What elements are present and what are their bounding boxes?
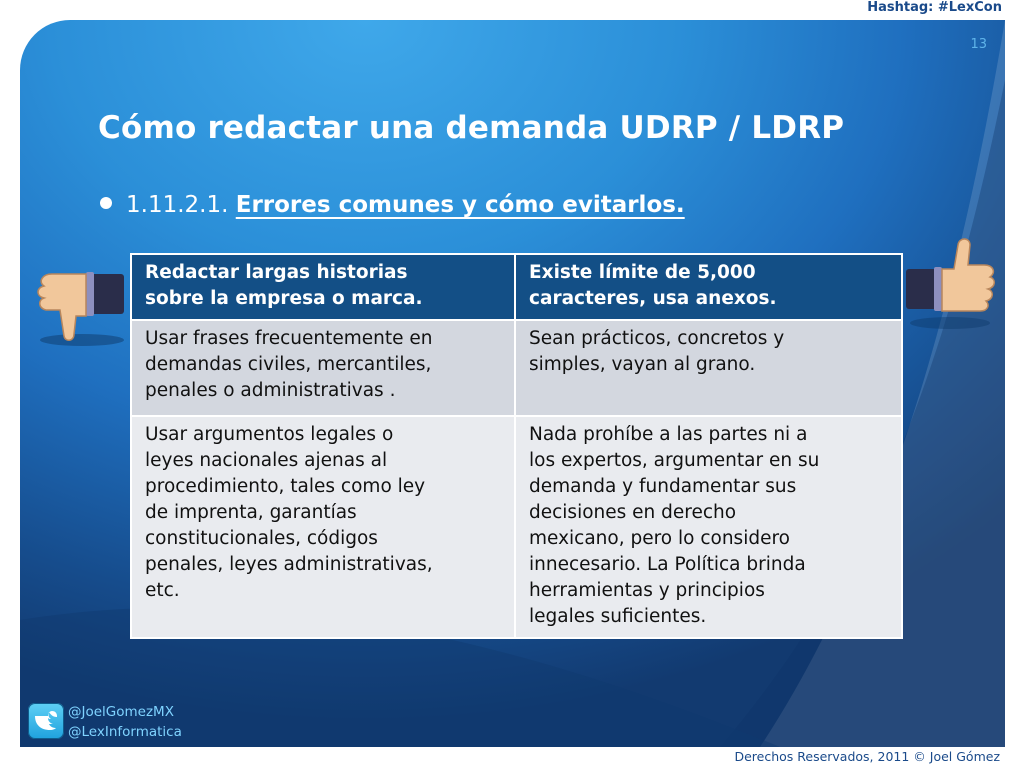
hashtag-label: Hashtag: #LexCon	[867, 0, 1002, 15]
table-cell-error	[131, 416, 515, 638]
thumbs-down-icon	[30, 260, 130, 350]
cell-line: innecesario. La Política brinda	[529, 554, 806, 575]
cell-line: leyes nacionales ajenas al	[145, 450, 388, 471]
cell-line: caracteres, usa anexos.	[529, 288, 777, 309]
cell-line: simples, vayan al grano.	[529, 354, 756, 375]
slide-title: Cómo redactar una demanda UDRP / LDRP	[98, 110, 845, 146]
twitter-icon[interactable]	[28, 703, 64, 739]
cell-line: penales o administrativas .	[145, 380, 396, 401]
cell-line: Nada prohíbe a las partes ni a	[529, 424, 808, 445]
table-cell-error	[131, 320, 515, 416]
cell-line: Existe límite de 5,000	[529, 262, 756, 283]
page-number: 13	[970, 37, 987, 52]
table-header-row	[131, 254, 902, 320]
table-cell-solution	[515, 254, 902, 320]
cell-line: procedimiento, tales como ley	[145, 476, 426, 497]
cell-line: Usar frases frecuentemente en	[145, 328, 433, 349]
bullet-link[interactable]: Errores comunes y cómo evitarlos.	[235, 192, 685, 218]
handle-lexinformatica[interactable]: @LexInformatica	[68, 724, 182, 740]
bullet-item	[100, 192, 685, 218]
table-cell-solution	[515, 320, 902, 416]
cell-line: Redactar largas historias	[145, 262, 408, 283]
cell-line: demandas civiles, mercantiles,	[145, 354, 432, 375]
social-handles	[68, 702, 182, 742]
table-cell-error	[131, 254, 515, 320]
cell-line: mexicano, pero lo considero	[529, 528, 790, 549]
cell-line: etc.	[145, 580, 180, 601]
cell-line: legales suficientes.	[529, 606, 707, 627]
table-cell-solution	[515, 416, 902, 638]
handle-joelgomezmx[interactable]: @JoelGomezMX	[68, 704, 174, 720]
table-row	[131, 416, 902, 638]
copyright-notice: Derechos Reservados, 2011 © Joel Gómez	[734, 749, 1000, 764]
cell-line: demanda y fundamentar sus	[529, 476, 797, 497]
cell-line: sobre la empresa o marca.	[145, 288, 423, 309]
twitter-bird-icon	[28, 703, 64, 739]
cell-line: constitucionales, códigos	[145, 528, 378, 549]
table-row	[131, 320, 902, 416]
cell-line: Usar argumentos legales o	[145, 424, 394, 445]
bullet-number: 1.11.2.1.	[126, 192, 229, 218]
cell-line: los expertos, argumentar en su	[529, 450, 820, 471]
slide	[20, 20, 1005, 747]
cell-line: de imprenta, garantías	[145, 502, 357, 523]
cell-line: Sean prácticos, concretos y	[529, 328, 785, 349]
cell-line: penales, leyes administrativas,	[145, 554, 433, 575]
cell-line: decisiones en derecho	[529, 502, 737, 523]
thumbs-up-icon	[904, 235, 996, 331]
comparison-table	[130, 253, 903, 639]
cell-line: herramientas y principios	[529, 580, 765, 601]
bullet-dot-icon	[100, 197, 112, 209]
